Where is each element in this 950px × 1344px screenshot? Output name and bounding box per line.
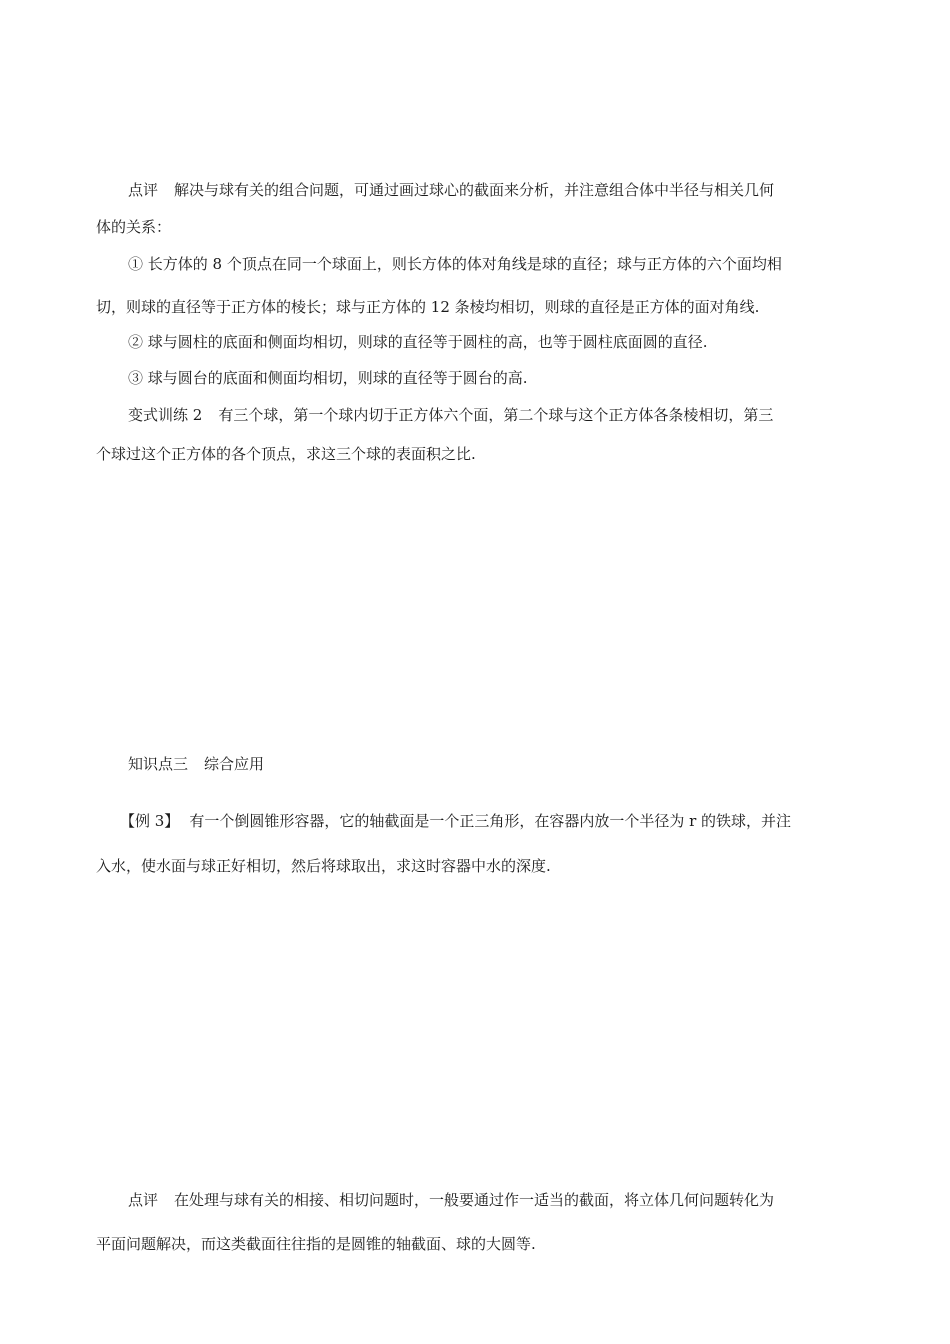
item-1-line-2: 切，则球的直径等于正方体的棱长；球与正方体的 12 条棱均相切，则球的直径是正方体的面对角线. [96, 298, 760, 316]
heading-title: 综合应用 [204, 755, 265, 773]
example-label: 【例 3】 [120, 812, 180, 830]
example-line-2: 入水，使水面与球正好相切，然后将球取出，求这时容器中水的深度. [96, 857, 551, 875]
example-text: 有一个倒圆锥形容器，它的轴截面是一个正三角形，在容器内放一个半径为 r 的铁球，并注 [189, 812, 792, 830]
remark-2-line-1 [128, 1190, 774, 1210]
remark-2-line-2: 平面问题解决，而这类截面往往指的是圆锥的轴截面、球的大圆等. [96, 1235, 536, 1253]
remark-label: 点评 [128, 181, 159, 199]
remark-text: 在处理与球有关的相接、相切问题时，一般要通过作一适当的截面，将立体几何问题转化为 [174, 1191, 775, 1209]
remark-text: 解决与球有关的组合问题，可通过画过球心的截面来分析，并注意组合体中半径与相关几何 [174, 181, 775, 199]
exercise-text: 有三个球，第一个球内切于正方体六个面，第二个球与这个正方体各条棱相切，第三 [218, 406, 774, 424]
exercise-line-2: 个球过这个正方体的各个顶点，求这三个球的表面积之比. [96, 445, 476, 463]
section-heading [128, 754, 264, 774]
item-1-line-1: ① 长方体的 8 个顶点在同一个球面上，则长方体的体对角线是球的直径；球与正方体的六个面均相 [128, 255, 782, 273]
remark-1-line-1 [128, 180, 774, 200]
exercise-label: 变式训练 2 [128, 406, 203, 424]
remark-1-line-2: 体的关系： [96, 218, 172, 236]
remark-label: 点评 [128, 1191, 159, 1209]
exercise-line-1 [128, 405, 773, 425]
example-line-1 [120, 811, 791, 831]
heading-label: 知识点三 [128, 755, 189, 773]
item-3: ③ 球与圆台的底面和侧面均相切，则球的直径等于圆台的高. [128, 369, 528, 387]
item-2: ② 球与圆柱的底面和侧面均相切，则球的直径等于圆柱的高，也等于圆柱底面圆的直径. [128, 333, 708, 351]
